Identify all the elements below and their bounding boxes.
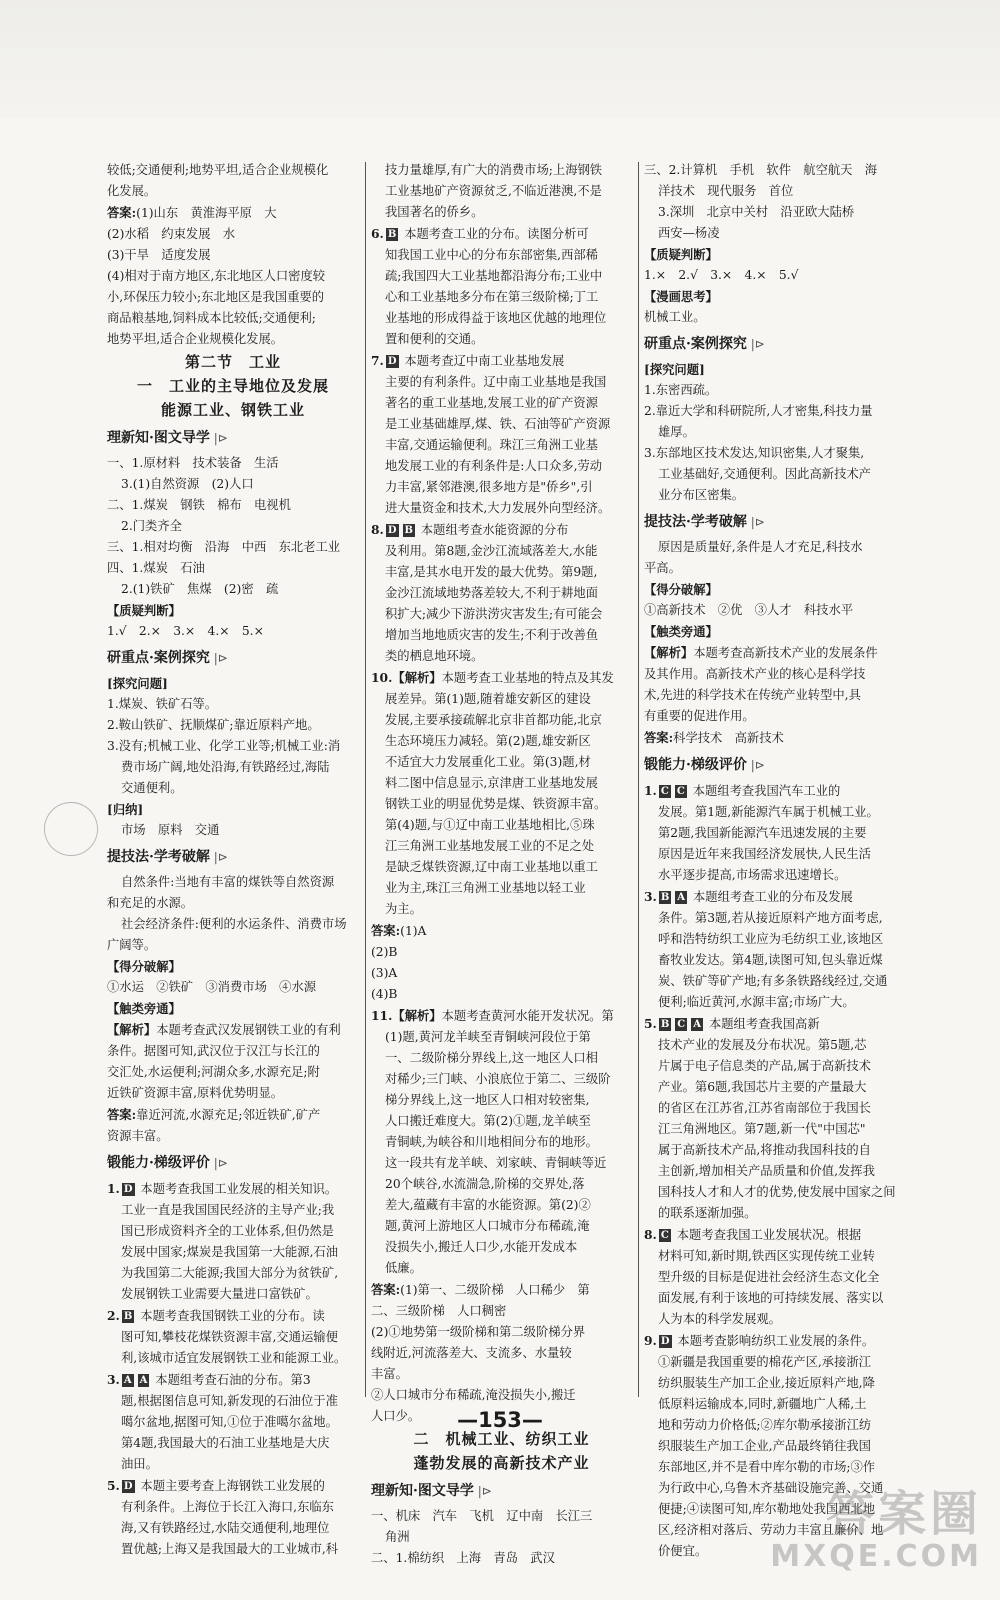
watermark xyxy=(770,1488,982,1574)
text-line: 江三角洲地区。第7题,新一代"中国芯" xyxy=(658,1122,866,1136)
section-heading-text: 锻能力·梯级评价 xyxy=(644,757,747,773)
heading-arrow-icon: |⊳ xyxy=(209,1156,228,1170)
text-line: 原因是质量好,条件是人才充足,科技水 xyxy=(658,540,863,554)
explanation-text: 本题主要考查上海钢铁工业发展的 xyxy=(136,1479,325,1493)
answer-choice-box: D xyxy=(660,1336,670,1347)
text-line: 洋技术 现代服务 首位 xyxy=(658,184,794,198)
text-line: 有重要的促进作用。 xyxy=(644,709,755,723)
section-title: 二 机械工业、纺织工业 xyxy=(413,1430,590,1448)
text-line: 工业一直是我国国民经济的主导产业;我 xyxy=(121,1203,335,1217)
text-line: 人口搬迁难度大。第(2)①题,龙羊峡至 xyxy=(385,1114,591,1128)
text-line: 市场 原料 交通 xyxy=(121,823,220,837)
answer-line xyxy=(644,727,912,749)
text-line: 有利条件。上海位于长江入海口,东临东 xyxy=(121,1500,334,1514)
text-line: 1.煤炭、铁矿石等。 xyxy=(107,697,218,711)
text-line: 及利用。第8题,金沙江流域落差大,水能 xyxy=(385,544,598,558)
text-line: 区,经济相对落后、劳动力丰富且廉价、地 xyxy=(658,1523,884,1537)
section-heading xyxy=(644,331,912,357)
text-line: 二、1.煤炭 钢铁 棉布 电视机 xyxy=(107,498,291,512)
subsection-label: 【触类旁通】 xyxy=(107,1001,181,1016)
text-line: 一、1.原材料 技术装备 生活 xyxy=(107,456,279,470)
answer-choice-box: D xyxy=(387,356,397,367)
text-line: 油田。 xyxy=(121,1457,158,1471)
stamp-seal xyxy=(38,796,103,861)
explanation-text: 本题组考查水能资源的分布 xyxy=(416,523,569,537)
text-line: 置和便利的交通。 xyxy=(385,332,484,346)
text-line: 角洲 xyxy=(385,1530,410,1544)
text-line: 是缺乏煤铁资源,辽中南工业基地以重工 xyxy=(385,860,598,874)
answer-choice-box: B xyxy=(404,525,413,536)
text-line: 没损失小,搬迁人口少,水能开发成本 xyxy=(385,1240,578,1254)
scan-top-band xyxy=(0,0,1000,118)
question-number: 1. xyxy=(644,783,657,798)
text-line: 3.东部地区技术发达,知识密集,人才聚集, xyxy=(644,446,865,460)
answer-choice-box: B xyxy=(660,892,670,903)
section-heading xyxy=(107,1150,359,1176)
text-line: 海,又有铁路经过,水陆交通便利,地理位 xyxy=(121,1521,330,1535)
answer-choice-box: D xyxy=(123,1481,133,1492)
text-line: 术,先进的科学技术在传统产业转型中,具 xyxy=(644,688,861,702)
text-line: (2)①地势第一级阶梯和第二级阶梯分界 xyxy=(371,1325,586,1339)
text-line: 为主。 xyxy=(385,902,422,916)
answer-line xyxy=(107,1104,359,1126)
text-line: 增加当地地质灾害的发生;不利于改善鱼 xyxy=(385,628,599,642)
text-line: 3.深圳 北京中关村 沿亚欧大陆桥 xyxy=(658,205,855,219)
watermark-domain: MXQE.COM xyxy=(770,1539,982,1574)
subsection-label: 【触类旁通】 xyxy=(644,624,718,639)
answer-label: 答案: xyxy=(644,730,674,745)
text-line: 江三角洲工业基地发展工业的不足之处 xyxy=(385,839,595,853)
text-line: 2.门类齐全 xyxy=(121,519,182,533)
text-line: (4)B xyxy=(371,987,398,1001)
answer-label: 【解析】 xyxy=(644,645,694,660)
question-answer-line xyxy=(644,1330,912,1352)
question-number: 7. xyxy=(371,353,384,368)
answer-text: (1)第一、二级阶梯 人口稀少 第 xyxy=(400,1283,590,1297)
answer-choice-box: D xyxy=(123,1184,133,1195)
explanation-text: 本题考查我国工业发展的相关知识。 xyxy=(136,1182,338,1196)
text-line: 噶尔盆地,据图可知,①位于准噶尔盆地。 xyxy=(121,1415,338,1429)
text-line: 1.× 2.√ 3.× 4.× 5.√ xyxy=(644,268,799,282)
subsection-label: 【得分破解】 xyxy=(107,959,181,974)
section-heading-text: 理新知·图文导学 xyxy=(371,1483,474,1499)
section-heading xyxy=(644,509,912,535)
text-line: 第4题,我国最大的石油工业基地是大庆 xyxy=(121,1436,330,1450)
text-line: 著名的重工业基地,发展工业的矿产资源 xyxy=(385,396,598,410)
text-line: 的联系逐渐加强。 xyxy=(658,1206,757,1220)
answer-choice-box: A xyxy=(139,1375,148,1386)
text-line: 疏;我国四大工业基地都沿海分布;工业中 xyxy=(385,269,603,283)
text-line: 低原料运输成本,同时,新疆地广人稀,土 xyxy=(658,1397,867,1411)
answer-choice-box: A xyxy=(123,1375,132,1386)
text-line: 梯分界线上,这一地区人口相对较密集, xyxy=(385,1093,590,1107)
text-line: 发展。第1题,新能源汽车属于机械工业。 xyxy=(658,805,879,819)
text-line: 业基地的形成得益于该地区优越的地理位 xyxy=(385,311,607,325)
text-line: 呼和浩特纺织工业应为毛纺织工业,该地区 xyxy=(658,932,884,946)
text-line: 发展钢铁工业需要大量进口富铁矿。 xyxy=(121,1287,318,1301)
heading-arrow-icon: |⊳ xyxy=(746,515,765,529)
explanation-text: 本题考查我国钢铁工业的分布。读 xyxy=(136,1309,325,1323)
text-line: 面发展,有利于该地的可持续发展、落实以 xyxy=(658,1291,884,1305)
text-line: 产业。第6题,我国芯片主要的产量最大 xyxy=(658,1080,867,1094)
text-line: 2.靠近大学和科研院所,人才密集,科技力量 xyxy=(644,404,873,418)
answer-line xyxy=(371,1279,632,1301)
text-line: 利,该城市适宜发展钢铁工业和能源工业。 xyxy=(121,1351,347,1365)
answer-column-right xyxy=(644,160,912,1562)
subsection-label: 【漫画思考】 xyxy=(644,289,718,304)
text-line: 条件。第3题,若从接近原料产地方面考虑, xyxy=(658,911,883,925)
question-answer-line xyxy=(644,1224,912,1246)
heading-arrow-icon: |⊳ xyxy=(209,850,228,864)
column-divider xyxy=(638,162,639,1397)
answer-choice-box: C xyxy=(677,1019,686,1030)
answer-choice-box: B xyxy=(660,1019,670,1030)
answer-text: (1)山东 黄淮海平原 大 xyxy=(136,206,277,220)
text-line: 类的栖息地环境。 xyxy=(385,649,484,663)
subsection-label: [探究问题] xyxy=(107,676,168,691)
text-line: 金沙江流域地势落差较大,不利于耕地面 xyxy=(385,586,598,600)
answer-label: 10.【解析】 xyxy=(371,670,442,685)
answer-text: 本题考查武汉发展钢铁工业的有利 xyxy=(156,1023,341,1037)
text-line: 第2题,我国新能源汽车迅速发展的主要 xyxy=(658,826,867,840)
text-line: 业分布区密集。 xyxy=(658,488,745,502)
answer-line xyxy=(644,642,912,664)
text-line: 四、1.煤炭 石油 xyxy=(107,561,205,575)
text-line: 西安—杨凌 xyxy=(658,226,720,240)
text-line: 资源丰富。 xyxy=(107,1129,169,1143)
answer-label: 11.【解析】 xyxy=(371,1008,442,1023)
question-answer-line xyxy=(371,519,632,541)
section-heading-text: 理新知·图文导学 xyxy=(107,430,210,446)
text-line: 片属于电子信息类的产品,属于高新技术 xyxy=(658,1059,871,1073)
text-line: 钢铁工业的明显优势是煤、铁资源丰富。 xyxy=(385,797,607,811)
question-number: 9. xyxy=(644,1333,657,1348)
text-line: (3)A xyxy=(371,966,398,980)
section-heading xyxy=(107,425,359,451)
text-line: 1.东密西疏。 xyxy=(644,383,718,397)
text-line: 20个峡谷,水流湍急,阶梯的交界处,落 xyxy=(385,1177,585,1191)
text-line: 的省区在江苏省,江苏省南部位于我国长 xyxy=(658,1101,871,1115)
text-line: 一、二级阶梯分界线上,这一地区人口相 xyxy=(385,1051,598,1065)
question-number: 3. xyxy=(644,889,657,904)
text-line: 水平逐步提高,市场需求迅速增长。 xyxy=(658,868,847,882)
text-line: (2)B xyxy=(371,945,398,959)
text-line: 人为本的科学发展观。 xyxy=(658,1312,781,1326)
answer-choice-box: C xyxy=(676,786,685,797)
subsection-label: [探究问题] xyxy=(644,362,705,377)
answer-choice-box: D xyxy=(387,525,397,536)
question-answer-line xyxy=(371,350,632,372)
text-line: 二、三级阶梯 人口稠密 xyxy=(371,1304,507,1318)
text-line: 差大,蕴藏有丰富的水能资源。第(2)② xyxy=(385,1198,591,1212)
explanation-text: 本题组考查我国汽车工业的 xyxy=(688,784,841,798)
text-line: 题,根据图信息可知,新发现的石油位于准 xyxy=(121,1394,338,1408)
answer-choice-box: B xyxy=(123,1311,133,1322)
answer-text: 科学技术 高新技术 xyxy=(673,731,784,745)
subsection-label: 【质疑判断】 xyxy=(107,603,181,618)
text-line: 属于高新技术产品,将推动我国科技的自 xyxy=(658,1143,871,1157)
answer-line xyxy=(107,1019,359,1041)
text-line: 我国著名的侨乡。 xyxy=(385,205,484,219)
text-line: 料二图中信息显示,京津唐工业基地发展 xyxy=(385,776,598,790)
answer-label: 答案: xyxy=(107,205,137,220)
text-line: 第(4)题,与①辽中南工业基地相比,⑤珠 xyxy=(385,818,595,832)
answer-choice-box: A xyxy=(693,1019,702,1030)
section-title: 第二节 工业 xyxy=(184,353,281,371)
text-line: 机械工业。 xyxy=(644,310,706,324)
heading-arrow-icon: |⊳ xyxy=(746,758,765,772)
text-line: 是工业基础雄厚,煤、铁、石油等矿产资源 xyxy=(385,417,611,431)
text-line: 人口少。 xyxy=(371,1409,421,1423)
text-line: (2)水稻 约束发展 水 xyxy=(107,227,236,241)
text-line: 低廉。 xyxy=(385,1261,422,1275)
text-line: 便捷;④读图可知,库尔勒地处我国西北地 xyxy=(658,1502,876,1516)
text-line: 进大量资金和技术,大力发展外向型经济。 xyxy=(385,501,611,515)
text-line: 三、1.相对均衡 沿海 中西 东北老工业 xyxy=(107,540,341,554)
answer-label: 答案: xyxy=(371,923,401,938)
text-line: 地势平坦,适合企业规模化发展。 xyxy=(107,332,284,346)
text-line: 近铁矿资源丰富,原料优势明显。 xyxy=(107,1086,284,1100)
text-line: 不适宜大力发展重化工业。第(3)题,材 xyxy=(385,755,591,769)
text-line: 技力量雄厚,有广大的消费市场;上海钢铁 xyxy=(385,163,603,177)
section-heading-text: 提技法·学考破解 xyxy=(107,849,210,865)
section-title: 一 工业的主导地位及发展 xyxy=(136,377,329,395)
answer-choice-box: C xyxy=(660,786,669,797)
text-line: 主要的有利条件。辽中南工业基地是我国 xyxy=(385,375,607,389)
answer-line xyxy=(371,920,632,942)
text-line: (1)题,黄河龙羊峡至青铜峡河段位于第 xyxy=(385,1030,591,1044)
section-title: 蓬勃发展的高新技术产业 xyxy=(413,1454,590,1472)
page-number: —153— xyxy=(457,1408,543,1432)
answer-column-middle xyxy=(371,160,632,1569)
text-line: ②人口城市分布稀疏,淹没损失小,搬迁 xyxy=(371,1388,576,1402)
answer-label: 【解析】 xyxy=(107,1022,157,1037)
text-line: 商品粮基地,饲料成本比较低;交通便利; xyxy=(107,311,316,325)
text-line: 为行政中心,乌鲁木齐基础设施完善、交通 xyxy=(658,1481,884,1495)
text-line: 炭、铁矿等矿产地;有多条铁路线经过,交通 xyxy=(658,974,888,988)
explanation-text: 本题组考查我国高新 xyxy=(705,1017,820,1031)
question-number: 1. xyxy=(107,1181,120,1196)
explanation-text: 本题考查影响纺织工业发展的条件。 xyxy=(673,1334,875,1348)
text-line: 主创新,增加相关产品质量和价值,发挥我 xyxy=(658,1164,875,1178)
text-line: 广阔等。 xyxy=(107,938,157,952)
answer-column-left xyxy=(107,160,359,1560)
text-line: 和充足的水源。 xyxy=(107,896,194,910)
subsection-label: 【质疑判断】 xyxy=(644,247,718,262)
answer-text: 本题考查高新技术产业的发展条件 xyxy=(693,646,878,660)
answer-text: 本题考查工业基地的特点及其发 xyxy=(441,671,614,685)
section-heading-text: 提技法·学考破解 xyxy=(644,514,747,530)
text-line: 型升级的目标是促进社会经济生态文化全 xyxy=(658,1270,880,1284)
text-line: 国已形成资料齐全的工业体系,但仍然是 xyxy=(121,1224,334,1238)
text-line: 技术产业的发展及分布状况。第5题,芯 xyxy=(658,1038,867,1052)
answer-line xyxy=(371,1005,632,1027)
text-line: 3.(1)自然资源 (2)人口 xyxy=(121,477,254,491)
text-line: 原因是近年来我国经济发展快,人民生活 xyxy=(658,847,871,861)
section-heading-text: 研重点·案例探究 xyxy=(644,336,747,352)
text-line: 心和工业基地多分布在第三级阶梯;丁工 xyxy=(385,290,599,304)
text-line: 价便宜。 xyxy=(658,1544,708,1558)
section-heading-text: 锻能力·梯级评价 xyxy=(107,1155,210,1171)
answer-choice-box: B xyxy=(387,229,397,240)
text-line: 对稀少;三门峡、小浪底位于第二、三级阶 xyxy=(385,1072,611,1086)
heading-arrow-icon: |⊳ xyxy=(746,337,765,351)
text-line: 国科技人才和人才的优势,使发展中国家之间 xyxy=(658,1185,896,1199)
section-heading xyxy=(371,1478,632,1504)
question-number: 3. xyxy=(107,1372,120,1387)
text-line: 业为主,珠江三角洲工业基地以轻工业 xyxy=(385,881,586,895)
answer-label: 答案: xyxy=(107,1107,137,1122)
answer-text: (1)A xyxy=(400,924,427,938)
explanation-text: 本题组考查工业的分布及发展 xyxy=(689,890,853,904)
question-number: 5. xyxy=(107,1478,120,1493)
text-line: 题,黄河上游地区人口城市分布稀疏,淹 xyxy=(385,1219,590,1233)
text-line: 发展,主要承接疏解北京非首都功能,北京 xyxy=(385,713,602,727)
text-line: 这一段共有龙羊峡、刘家峡、青铜峡等近 xyxy=(385,1156,607,1170)
text-line: (3)干旱 适度发展 xyxy=(107,248,211,262)
text-line: 线附近,河流落差大、支流多、水量较 xyxy=(371,1346,572,1360)
text-line: 雄厚。 xyxy=(658,425,695,439)
text-line: 条件。据图可知,武汉位于汉江与长江的 xyxy=(107,1044,320,1058)
text-line: 发展中国家;煤炭是我国第一大能源,石油 xyxy=(121,1245,339,1259)
question-number: 8. xyxy=(644,1227,657,1242)
column-divider xyxy=(365,162,366,1397)
text-line: 丰富,交通运输便利。珠江三角洲工业基 xyxy=(385,438,598,452)
text-line: ①高新技术 ②优 ③人才 科技水平 xyxy=(644,603,854,617)
text-line: 交汇处,水运便利;河湖众多,水源充足;附 xyxy=(107,1065,320,1079)
text-line: ①新疆是我国重要的棉花产区,承接浙江 xyxy=(658,1355,871,1369)
text-line: 为我国第二大能源;我国大部分为贫铁矿, xyxy=(121,1266,339,1280)
question-answer-line xyxy=(644,780,912,802)
section-heading xyxy=(107,645,359,671)
text-line: 东部地区,并不是看中库尔勒的市场;③作 xyxy=(658,1460,876,1474)
text-line: 1.√ 2.× 3.× 4.× 5.× xyxy=(107,624,264,638)
heading-arrow-icon: |⊳ xyxy=(209,431,228,445)
question-answer-line xyxy=(107,1178,359,1200)
heading-arrow-icon: |⊳ xyxy=(209,651,228,665)
answer-line xyxy=(107,202,359,224)
question-answer-line xyxy=(107,1305,359,1327)
heading-arrow-icon: |⊳ xyxy=(473,1484,492,1498)
section-heading-text: 研重点·案例探究 xyxy=(107,650,210,666)
text-line: 自然条件:当地有丰富的煤铁等自然资源 xyxy=(121,875,335,889)
text-line: 较低;交通便利;地势平坦,适合企业规模化 xyxy=(107,163,329,177)
text-line: 化发展。 xyxy=(107,184,157,198)
answer-line xyxy=(371,667,632,689)
text-line: 织服装生产加工企业,产品最终销往我国 xyxy=(658,1439,871,1453)
text-line: 丰富,是其水电开发的最大优势。第9题, xyxy=(385,565,598,579)
text-line: 地和劳动力价格低;②库尔勒承接浙江纺 xyxy=(658,1418,872,1432)
question-number: 2. xyxy=(107,1308,120,1323)
text-line: 知我国工业中心的分布东部密集,西部稀 xyxy=(385,248,598,262)
text-line: 及其作用。高新技术产业的核心是科学技 xyxy=(644,667,866,681)
answer-choice-box: A xyxy=(677,892,686,903)
answer-label: 答案: xyxy=(371,1282,401,1297)
text-line: 一、机床 汽车 飞机 辽中南 长江三 xyxy=(371,1509,593,1523)
answer-text: 本题考查黄河水能开发状况。第 xyxy=(441,1009,614,1023)
text-line: 社会经济条件:便利的水运条件、消费市场 xyxy=(121,917,347,931)
explanation-text: 本题考查辽中南工业基地发展 xyxy=(400,354,565,368)
question-number: 6. xyxy=(371,226,384,241)
text-line: 二、1.棉纺织 上海 青岛 武汉 xyxy=(371,1551,555,1565)
text-line: 小,环保压力较小;东北地区是我国重要的 xyxy=(107,290,325,304)
text-line: 2.(1)铁矿 焦煤 (2)密 疏 xyxy=(121,582,279,596)
subsection-label: 【得分破解】 xyxy=(644,582,718,597)
question-answer-line xyxy=(107,1475,359,1497)
text-line: 力丰富,紧邻港澳,很多地方是"侨乡",引 xyxy=(385,480,593,494)
watermark-logo-text: 答案圈 xyxy=(825,1486,982,1542)
text-line: 工业基地矿产资源贫乏,不临近港澳,不是 xyxy=(385,184,602,198)
text-line: 积扩大;减少下游洪涝灾害发生;有可能会 xyxy=(385,607,603,621)
text-line: 平高。 xyxy=(644,561,681,575)
text-line: 青铜峡,为峡谷和川地相间分布的地形。 xyxy=(385,1135,598,1149)
explanation-text: 本题考查工业的分布。读图分析可 xyxy=(400,227,589,241)
text-line: 丰富。 xyxy=(371,1367,408,1381)
question-answer-line xyxy=(371,223,632,245)
text-line: 费市场广阔,地处沿海,有铁路经过,海陆 xyxy=(121,760,330,774)
question-number: 8. xyxy=(371,522,384,537)
text-line: 展差异。第(1)题,随着雄安新区的建设 xyxy=(385,692,591,706)
section-heading xyxy=(107,844,359,870)
text-line: 工业基础好,交通便利。因此高新技术产 xyxy=(658,467,871,481)
explanation-text: 本题组考查石油的分布。第3 xyxy=(151,1373,311,1387)
question-answer-line xyxy=(644,1013,912,1035)
question-answer-line xyxy=(644,886,912,908)
section-title: 能源工业、钢铁工业 xyxy=(160,401,305,419)
answer-text: 靠近河流,水源充足;邻近铁矿,矿产 xyxy=(136,1108,321,1122)
text-line: ①水运 ②铁矿 ③消费市场 ④水源 xyxy=(107,980,317,994)
text-line: 地发展工业的有利条件是:人口众多,劳动 xyxy=(385,459,603,473)
section-heading xyxy=(644,752,912,778)
text-line: (4)相对于南方地区,东北地区人口密度较 xyxy=(107,269,326,283)
text-line: 便利;临近黄河,水源丰富;市场广大。 xyxy=(658,995,855,1009)
text-line: 三、2.计算机 手机 软件 航空航天 海 xyxy=(644,163,878,177)
question-number: 5. xyxy=(644,1016,657,1031)
text-line: 3.没有;机械工业、化学工业等;机械工业:消 xyxy=(107,739,341,753)
text-line: 纺织服装生产加工企业,接近原料产地,降 xyxy=(658,1376,875,1390)
text-line: 交通便利。 xyxy=(121,781,183,795)
explanation-text: 本题考查我国工业发展状况。根据 xyxy=(672,1228,862,1242)
text-line: 置优越;上海又是我国最大的工业城市,科 xyxy=(121,1542,339,1556)
text-line: 生态环境压力减轻。第(2)题,雄安新区 xyxy=(385,734,591,748)
question-answer-line xyxy=(107,1369,359,1391)
answer-choice-box: C xyxy=(660,1230,669,1241)
subsection-label: [归纳] xyxy=(107,802,144,817)
text-line: 图可知,攀枝花煤铁资源丰富,交通运输便 xyxy=(121,1330,338,1344)
text-line: 材料可知,新时期,铁西区实现传统工业转 xyxy=(658,1249,875,1263)
text-line: 畜牧业发达。第4题,读图可知,包头靠近煤 xyxy=(658,953,883,967)
text-line: 2.鞍山铁矿、抚顺煤矿;靠近原料产地。 xyxy=(107,718,320,732)
